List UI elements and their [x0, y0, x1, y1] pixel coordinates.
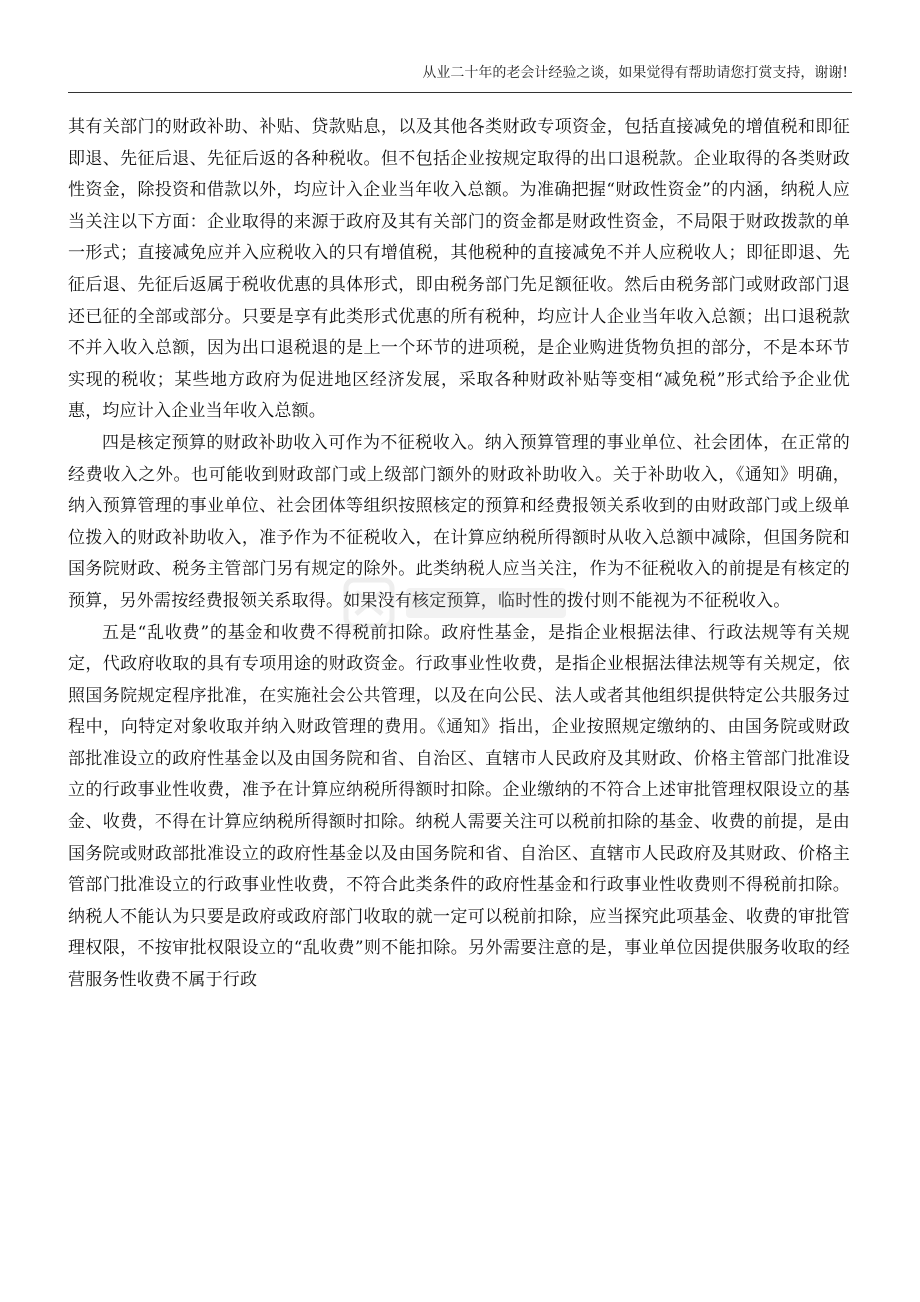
- document-body: [68, 112, 850, 997]
- page-header: 从业二十年的老会计经验之谈，如果觉得有帮助请您打赏支持，谢谢!: [422, 65, 848, 81]
- paragraph-1: 其有关部门的财政补助、补贴、贷款贴息，以及其他各类财政专项资金，包括直接减免的增值税和即征即退、先征后退、先征后返的各种税收。但不包括企业按规定取得的出口退税款。企业取得的各类财政性资金，除投资和借款以外，均应计入企业当年收入总额。为准确把握“财政性资金”的内涵，纳税人应当关注以下方面：企业取得的来源于政府及其有关部门的资金都是财政性资金，不局限于财政拨款的单一形式；直接减免应并入应税收入的只有增值税，其他税种的直接减免不并人应税收人；即征即退、先征后退、先征后返属于税收优惠的具体形式，即由税务部门先足额征收。然后由税务部门或财政部门退还已征的全部或部分。只要是享有此类形式优惠的所有税种，均应计人企业当年收入总额；出口退税款不并入收入总额，因为出口退税退的是上一个环节的进项税，是企业购进货物负担的部分，不是本环节实现的税收；某些地方政府为促进地区经济发展，采取各种财政补贴等变相“减免税”形式给予企业优惠，均应计入企业当年收入总额。: [68, 117, 850, 422]
- paragraph-3: 五是“乱收费”的基金和收费不得税前扣除。政府性基金，是指企业根据法律、行政法规等有关规定，代政府收取的具有专项用途的财政资金。行政事业性收费，是指企业根据法律法规等有关规定，依照国务院规定程序批准，在实施社会公共管理，以及在向公民、法人或者其他组织提供特定公共服务过程中，向特定对象收取并纳入财政管理的费用。《通知》指出，企业按照规定缴纳的、由国务院或财政部批准设立的政府性基金以及由国务院和省、自治区、直辖市人民政府及其财政、价格主管部门批准设立的行政事业性收费，准予在计算应纳税所得额时扣除。企业缴纳的不符合上述审批管理权限设立的基金、收费，不得在计算应纳税所得额时扣除。纳税人需要关注可以税前扣除的基金、收费的前提，是由国务院或财政部批准设立的政府性基金以及由国务院和省、自治区、直辖市人民政府及其财政、价格主管部门批准设立的行政事业性收费，不符合此类条件的政府性基金和行政事业性收费则不得税前扣除。纳税人不能认为只要是政府或政府部门收取的就一定可以税前扣除，应当探究此项基金、收费的审批管理权限，不按审批权限设立的“乱收费”则不能扣除。另外需要注意的是，事业单位因提供服务收取的经营服务性收费不属于行政: [68, 622, 850, 991]
- paragraph-2: 四是核定预算的财政补助收入可作为不征税收入。纳入预算管理的事业单位、社会团体，在正常的经费收入之外。也可能收到财政部门或上级部门额外的财政补助收入。关于补助收入，《通知》明确，纳入预算管理的事业单位、社会团体等组织按照核定的预算和经费报领关系收到的由财政部门或上级单位拨入的财政补助收入，准予作为不征税收入，在计算应纳税所得额时从收入总额中减除，但国务院和国务院财政、税务主管部门另有规定的除外。此类纳税人应当关注，作为不征税收入的前提是有核定的预算，另外需按经费报领关系取得。如果没有核定预算，临时性的拨付则不能视为不征税收入。: [68, 432, 850, 611]
- header-divider: [68, 92, 852, 93]
